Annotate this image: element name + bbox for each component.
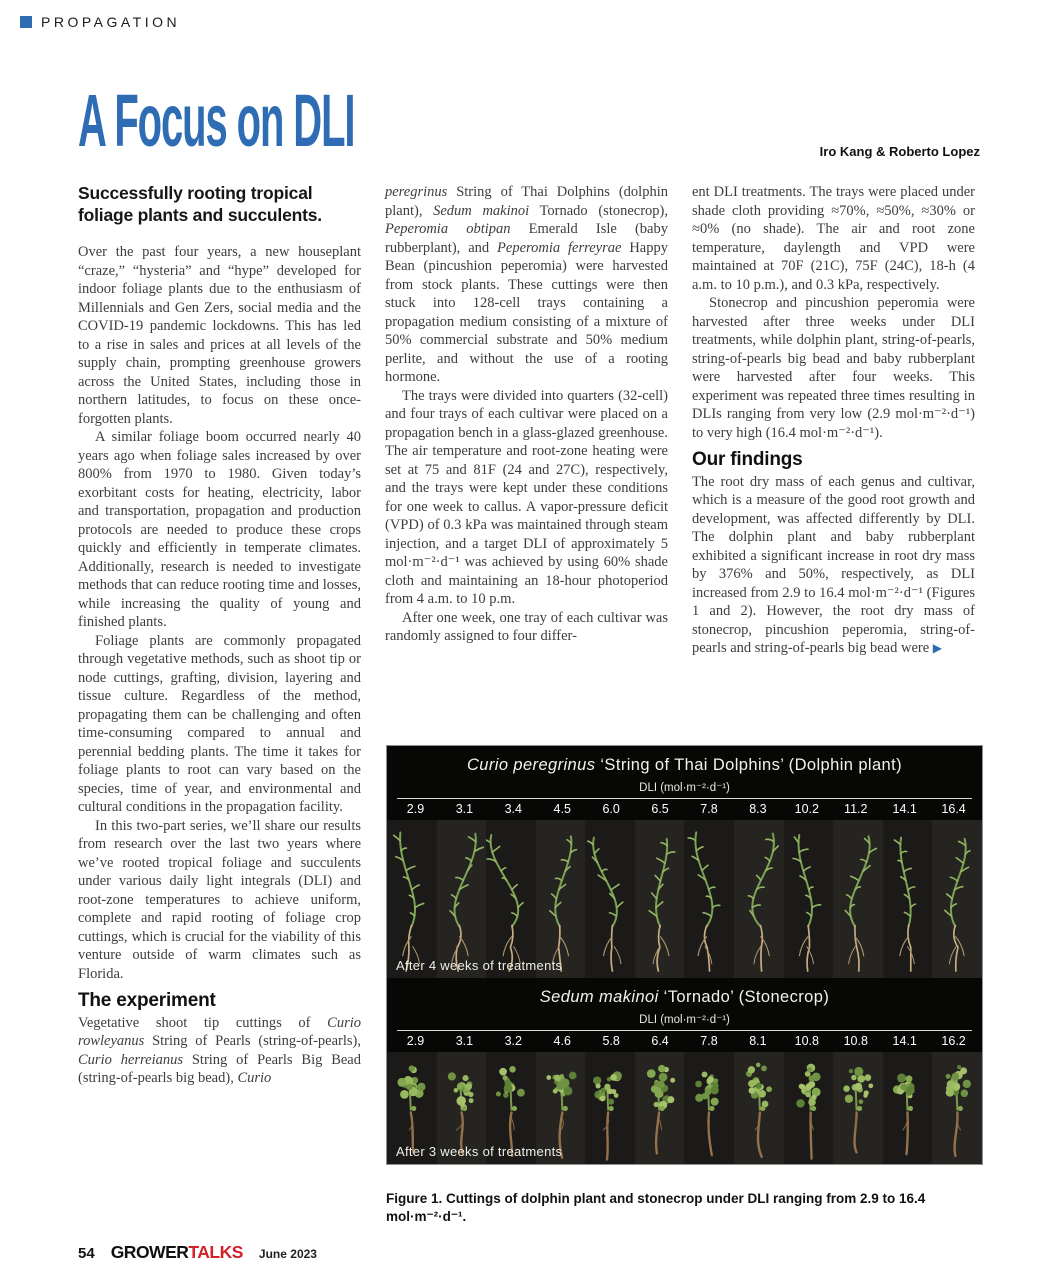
body-paragraph: ent DLI treatments. The trays were placed under shade cloth providing ≈70%, ≈50%, ≈30% or ≈0% (no shade). The air and root zone temperature, daylength and VPD were maintained at 70F (21C), 75F (24C), 18-h (4 a.m. to 10 p.m.), and 0.3 kPa, respectively. xyxy=(692,184,975,293)
panel-1-photo-strip xyxy=(387,820,982,978)
plant-cutting-photo xyxy=(734,1052,784,1164)
panel-2-title xyxy=(387,978,982,1007)
dli-value: 16.2 xyxy=(941,1034,966,1048)
page-footer xyxy=(78,1242,317,1263)
body-paragraph: Vegetative shoot tip cuttings of Curio rowleyanus String of Pearls (string-of-pearls), Curio herreianus String of Pearls Big Bead (string-of-pearls big bead), Curio xyxy=(78,1014,361,1087)
dli-value: 14.1 xyxy=(892,802,917,816)
dli-value: 6.0 xyxy=(602,802,620,816)
body-paragraph: After one week, one tray of each cultivar was randomly assigned to four differ- xyxy=(385,609,668,644)
page-title: A Focus on DLI xyxy=(78,79,355,162)
dli-value: 16.4 xyxy=(941,802,966,816)
body-paragraph: The trays were divided into quarters (32-cell) and four trays of each cultivar were placed on a propagation bench in a glass-glazed greenhouse. The air temperature and root-zone heating were set at 75 and 81F (24 and 27C), respectively, and the trays were kept under these conditions for one week to callus. A vapor-pressure deficit (VPD) of 0.3 kPa was maintained through steam injection, and a target DLI of approximately 5 mol·m⁻²·d⁻¹ was achieved by using 60% shade cloth and maintaining an 18-hour photoperiod from 4 a.m. to 10 p.m. xyxy=(385,387,668,607)
panel-1-title xyxy=(387,746,982,775)
plant-cutting-photo xyxy=(784,1052,834,1164)
body-paragraph: Stonecrop and pincushion peperomia were harvested after three weeks under DLI treatments, while dolphin plant, string-of-pearls, string-of-pearls big bead and baby rubberplant were harvested after four weeks. This experiment was repeated three times resulting in DLIs ranging from very low (2.9 mol·m⁻²·d⁻¹) to very high (16.4 mol·m⁻²·d⁻¹). xyxy=(692,295,975,441)
body-paragraph: In this two-part series, we’ll share our results from research over the last two years where we’ve rooted tropical foliage and succulents under various daily light integrals (DLI) and root-zone temperatures to achieve uniform, complete and rapid rooting of foliage crop cuttings, which is crucial for the viability of this venture outside of warm climates such as Florida. xyxy=(78,817,361,982)
heading-the-experiment: The experiment xyxy=(78,990,216,1012)
dli-value: 7.8 xyxy=(700,802,718,816)
issue-date: June 2023 xyxy=(258,1247,317,1261)
plant-cutting-photo xyxy=(684,1052,734,1164)
byline: Iro Kang & Roberto Lopez xyxy=(819,144,980,159)
dli-value: 4.6 xyxy=(553,1034,571,1048)
dli-value: 3.4 xyxy=(504,802,522,816)
panel-1-latin-name: Curio peregrinus xyxy=(466,756,596,774)
text-column-3 xyxy=(692,183,975,658)
dli-value: 8.3 xyxy=(749,802,767,816)
section-marker xyxy=(20,14,180,30)
plant-cutting-photo xyxy=(932,1052,982,1164)
dli-value: 5.8 xyxy=(602,1034,620,1048)
dli-value: 6.4 xyxy=(651,1034,669,1048)
dli-value: 3.2 xyxy=(504,1034,522,1048)
dli-value: 3.1 xyxy=(455,1034,474,1048)
body-paragraph: Foliage plants are commonly propagated through vegetative methods, such as shoot tip or node cuttings, grafting, division, layering and tissue culture. Regardless of the method, propagating them can be challenging and often time-consuming compared to annual and perennial bedding plants. The time it takes for foliage plants to root can vary based on the species, time of year, and environmental and cultural conditions in the propagation facility. xyxy=(78,632,361,816)
plant-cutting-photo xyxy=(883,1052,933,1164)
plant-cutting-photo xyxy=(536,820,586,978)
dli-value: 14.1 xyxy=(892,1034,917,1048)
body-paragraph: peregrinus String of Thai Dolphins (dolphin plant), Sedum makinoi Tornado (stonecrop), Peperomia obtipan Emerald Isle (baby rubberplant), and Peperomia ferreyrae Happy Bean (pincushion peperomia) were harvested from stock plants. These cuttings were then stuck into 128-cell trays containing a propagation medium consisting of a mixture of 50% commercial substrate and 50% medium perlite, and without the use of a rooting hormone. xyxy=(385,184,669,385)
figure-caption: Figure 1. Cuttings of dolphin plant and stonecrop under DLI ranging from 2.9 to 16.4 mol·m⁻²·d⁻¹. xyxy=(386,1191,926,1225)
plant-cutting-photo xyxy=(635,820,685,978)
plant-cutting-photo xyxy=(833,820,883,978)
dli-value: 2.9 xyxy=(406,802,425,816)
dli-value: 10.8 xyxy=(794,1034,819,1048)
plant-cutting-photo xyxy=(684,820,734,978)
dli-value: 8.1 xyxy=(749,1034,767,1048)
body-paragraph: The root dry mass of each genus and cultivar, which is a measure of the good root growth and development, was affected differently by DLI. The dolphin plant and baby rubberplant exhibited a significant increase in root dry mass by 376% and 50%, respectively, as DLI increased from 2.9 to 16.4 mol·m⁻²·d⁻¹ (Figures 1 and 2). However, the root dry mass of stonecrop, pincushion peperomia, string-of-pearls and string-of-pearls big bead were ▶ xyxy=(692,473,975,656)
plant-cutting-photo xyxy=(635,1052,685,1164)
plant-cutting-photo xyxy=(734,820,784,978)
text-column-1 xyxy=(78,183,361,1088)
body-paragraph: Over the past four years, a new houseplant “craze,” “hysteria” and “hype” developed for indoor foliage plants due to the enthusiasm of Millennials and Gen Zers, social media and the COVID-19 pandemic lockdowns. This has led to a rise in sales and prices at all levels of the supply chain, prompting greenhouse growers across the United States, including those in northern latitudes, to focus on these once-forgotten plants. xyxy=(78,244,361,427)
dli-value: 10.8 xyxy=(843,1034,868,1048)
plant-cutting-photo xyxy=(932,820,982,978)
plant-cutting-photo xyxy=(784,820,834,978)
dli-value: 2.9 xyxy=(406,1034,425,1048)
panel-2-dli-label: DLI (mol·m⁻²·d⁻¹) xyxy=(639,1014,730,1026)
dli-value: 3.1 xyxy=(455,802,474,816)
text-column-2 xyxy=(385,183,668,646)
dli-value: 4.5 xyxy=(553,802,571,816)
logo-talks: TALKS xyxy=(188,1242,243,1262)
plant-cutting-photo xyxy=(486,820,536,978)
section-square-icon xyxy=(20,16,32,28)
plant-cutting-photo xyxy=(585,820,635,978)
article-subtitle: Successfully rooting tropical foliage plants and succulents. xyxy=(78,183,322,225)
heading-our-findings: Our findings xyxy=(692,449,803,470)
page-number: 54 xyxy=(78,1245,95,1262)
panel-1-dli-values xyxy=(387,799,982,820)
plant-cutting-photo xyxy=(585,1052,635,1164)
magazine-logo xyxy=(111,1242,243,1263)
dli-value: 7.8 xyxy=(700,1034,718,1048)
panel-2-title-rest: ‘Tornado’ (Stonecrop) xyxy=(658,988,830,1006)
panel-1-title-rest: ‘String of Thai Dolphins’ (Dolphin plant) xyxy=(595,756,902,774)
section-label: PROPAGATION xyxy=(41,14,181,30)
body-paragraph: A similar foliage boom occurred nearly 40 years ago when foliage sales increased by over 800% from 1970 to 1980. Given today’s exorbitant costs for heating, electricity, labor and transportation, propagation and production protocols are needed to produce these crops quickly and efficiently in temperate climates. Additionally, research is needed to investigate methods that can reduce rooting time and losses, while increasing the quality of young and finished plants. xyxy=(78,429,361,631)
dli-value: 10.2 xyxy=(794,802,819,816)
logo-grower: GROWER xyxy=(110,1242,189,1262)
plant-cutting-photo xyxy=(833,1052,883,1164)
panel-2-photo-strip xyxy=(387,1052,982,1164)
panel-1-dli-label: DLI (mol·m⁻²·d⁻¹) xyxy=(639,782,730,794)
figure-1 xyxy=(386,745,983,1165)
plant-cutting-photo xyxy=(387,820,437,978)
plant-cutting-photo xyxy=(437,820,487,978)
dli-value: 11.2 xyxy=(844,802,868,816)
panel-1-footnote: After 4 weeks of treatments xyxy=(396,958,563,973)
panel-2-dli-values xyxy=(387,1031,982,1052)
panel-2-footnote: After 3 weeks of treatments xyxy=(396,1144,563,1159)
panel-2-latin-name: Sedum makinoi xyxy=(539,988,659,1006)
plant-cutting-photo xyxy=(883,820,933,978)
dli-value: 6.5 xyxy=(651,802,669,816)
